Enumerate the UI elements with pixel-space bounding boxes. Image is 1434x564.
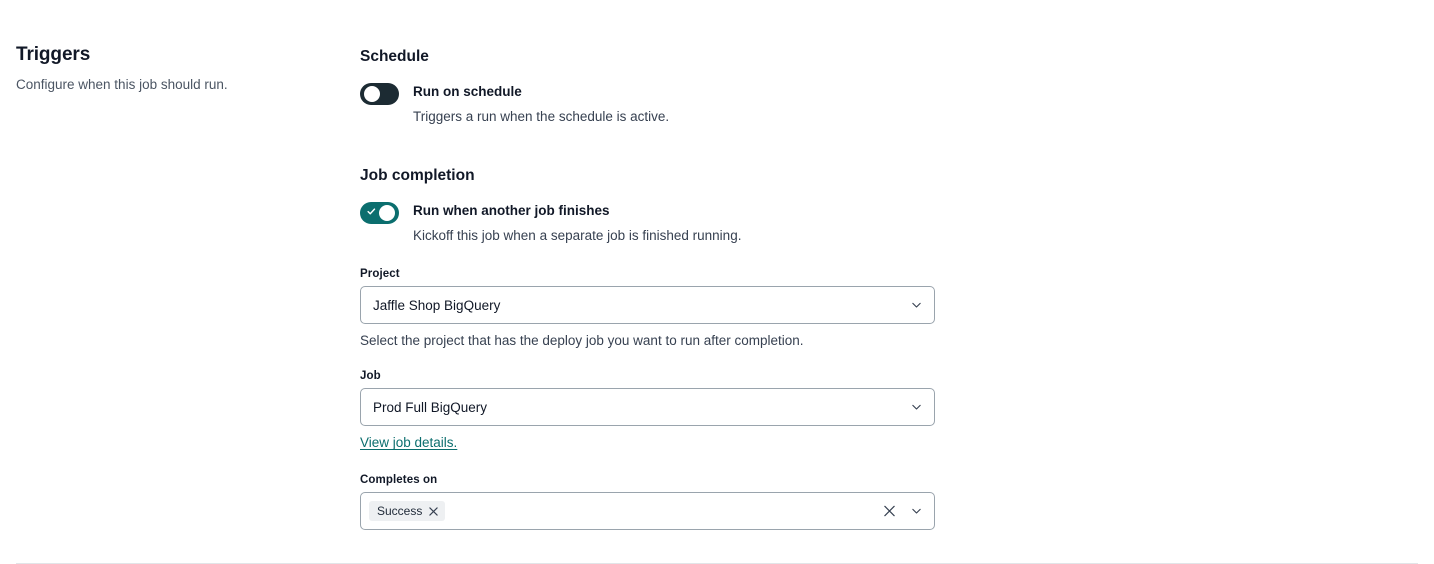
- page-description: Configure when this job should run.: [16, 77, 228, 92]
- run-when-another-job-finishes-toggle[interactable]: [360, 202, 399, 224]
- job-select[interactable]: [360, 388, 935, 426]
- run-when-another-job-finishes-description: Kickoff this job when a separate job is finished running.: [413, 228, 742, 244]
- chevron-down-icon: [910, 299, 923, 312]
- job-field-label: Job: [360, 370, 381, 383]
- token-label: Success: [377, 504, 423, 519]
- toggle-knob: [364, 86, 380, 102]
- run-when-another-job-finishes-texts: [413, 201, 741, 246]
- chevron-down-icon: [910, 401, 923, 414]
- completes-on-field: [360, 474, 935, 530]
- chevron-down-icon[interactable]: [910, 505, 923, 518]
- job-field: [360, 370, 935, 452]
- clear-all-icon[interactable]: [883, 505, 896, 518]
- token-chip[interactable]: [369, 501, 445, 521]
- completes-on-multiselect[interactable]: [360, 492, 935, 530]
- project-field-label: Project: [360, 268, 400, 281]
- run-on-schedule-toggle[interactable]: [360, 83, 399, 105]
- project-field: [360, 268, 935, 348]
- page-title: Triggers: [16, 44, 91, 65]
- run-on-schedule-texts: [413, 82, 669, 127]
- close-icon[interactable]: [429, 507, 438, 516]
- triggers-form: [360, 48, 1000, 530]
- check-icon: [367, 207, 376, 216]
- run-when-another-job-finishes-row: [360, 201, 1000, 246]
- project-select-value: Jaffle Shop BigQuery: [373, 297, 501, 313]
- run-on-schedule-row: [360, 82, 1000, 127]
- toggle-knob: [379, 205, 395, 221]
- triggers-section-info: [16, 44, 316, 95]
- completes-on-field-label: Completes on: [360, 474, 438, 487]
- project-field-helper: Select the project that has the deploy job you want to run after completion.: [360, 333, 804, 349]
- schedule-group-title: Schedule: [360, 48, 429, 65]
- view-job-details-link[interactable]: View job details.: [360, 435, 458, 451]
- job-completion-group-title: Job completion: [360, 167, 475, 185]
- job-select-value: Prod Full BigQuery: [373, 399, 488, 415]
- run-when-another-job-finishes-label: Run when another job finishes: [413, 203, 610, 219]
- project-select[interactable]: [360, 286, 935, 324]
- run-on-schedule-description: Triggers a run when the schedule is active.: [413, 108, 670, 124]
- run-on-schedule-label: Run on schedule: [413, 84, 522, 99]
